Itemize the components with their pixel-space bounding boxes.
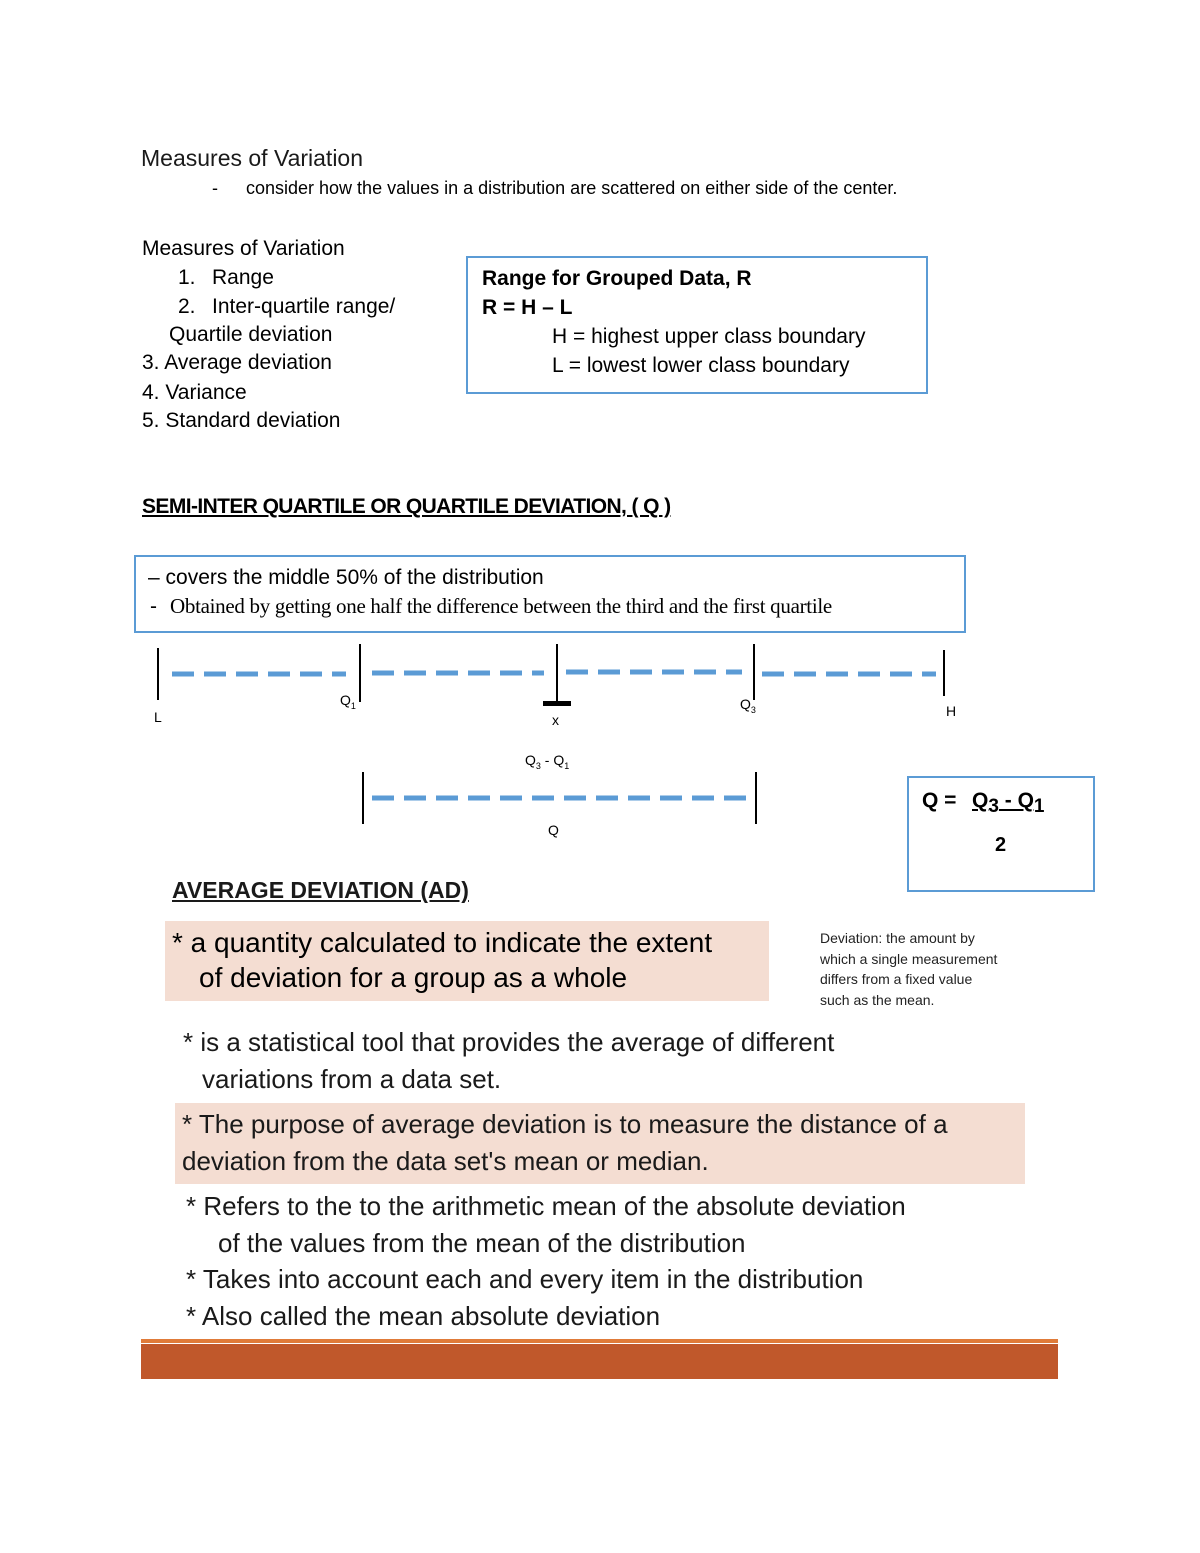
- measures-item-2-cont: Quartile deviation: [169, 323, 333, 346]
- ad-def2-line1: * is a statistical tool that provides the average of different: [183, 1027, 835, 1057]
- range-label-sub3: 3: [535, 760, 541, 771]
- subtitle-dash: -: [212, 178, 218, 198]
- page-title: Measures of Variation: [141, 145, 364, 171]
- ad-def6: * Also called the mean absolute deviation: [186, 1301, 661, 1331]
- mean-marker: [543, 701, 571, 706]
- measures-item-4: 4. Variance: [142, 381, 247, 404]
- measures-item-5: 5. Standard deviation: [142, 409, 341, 432]
- ad-note-line1: Deviation: the amount by: [820, 930, 975, 946]
- ad-note-line3: differs from a fixed value: [820, 971, 973, 987]
- formula-denominator: 2: [995, 834, 1007, 856]
- ad-def1-line1: * a quantity calculated to indicate the extent: [172, 927, 713, 958]
- ad-heading-text: AVERAGE DEVIATION (AD): [172, 877, 469, 903]
- ad-def3-line1: * The purpose of average deviation is to measure the distance of a: [182, 1109, 948, 1139]
- label-L: L: [154, 709, 162, 725]
- q-label: Q: [548, 822, 559, 838]
- range-box: [466, 256, 928, 394]
- quartile-heading: [142, 495, 670, 519]
- formula-num-sub1: 1: [1033, 796, 1045, 818]
- ad-def4-line2: of the values from the mean of the distribution: [218, 1228, 746, 1258]
- measures-item-1-num: 1.: [178, 266, 196, 289]
- range-box-h-def: H = highest upper class boundary: [552, 325, 866, 348]
- formula-num-sub3: 3: [988, 796, 999, 818]
- formula-num-q3: Q: [972, 789, 989, 812]
- formula-numerator: [972, 789, 1045, 818]
- ad-def1-line2: of deviation for a group as a whole: [199, 962, 628, 993]
- subtitle: consider how the values in a distribution are scattered on either side of the center.: [246, 178, 898, 198]
- ad-def4-line1: * Refers to the to the arithmetic mean of the absolute deviation: [186, 1191, 906, 1221]
- measures-item-2: Inter-quartile range/: [212, 295, 396, 318]
- range-label-mid: - Q: [540, 752, 565, 768]
- label-x: x: [552, 712, 559, 728]
- label-Q3-sub: 3: [750, 704, 756, 715]
- quartile-heading-text: SEMI-INTER QUARTILE OR QUARTILE DEVIATION, ( Q ): [142, 495, 671, 518]
- quartile-desc-line2: Obtained by getting one half the difference between the third and the first quartile: [170, 594, 832, 618]
- quartile-desc-box: [134, 555, 966, 633]
- quartile-desc-line1: – covers the middle 50% of the distribution: [148, 566, 544, 589]
- range-label-sub1: 1: [564, 760, 570, 771]
- ad-def3-line2: deviation from the data set's mean or median.: [182, 1146, 709, 1176]
- label-Q1-q: Q: [340, 692, 351, 708]
- formula-num-minus: - Q: [998, 789, 1034, 812]
- measures-heading: Measures of Variation: [142, 237, 345, 260]
- ad-note-line2: which a single measurement: [820, 950, 998, 967]
- label-Q3: [740, 696, 756, 715]
- range-label: [525, 752, 569, 771]
- label-Q3-q: Q: [740, 696, 751, 712]
- quartile-desc-dash: -: [150, 595, 157, 618]
- formula-lhs: Q =: [922, 789, 957, 812]
- ad-note: [820, 928, 997, 1010]
- ad-note-line4: such as the mean.: [820, 991, 935, 1008]
- measures-item-2-num: 2.: [178, 295, 196, 318]
- range-label-q3: Q: [525, 752, 536, 768]
- measures-item-3: 3. Average deviation: [142, 351, 332, 374]
- measures-item-1: Range: [212, 266, 274, 289]
- ad-heading: [172, 877, 469, 904]
- ad-def5: * Takes into account each and every item in the distribution: [186, 1264, 864, 1294]
- label-Q1-sub: 1: [350, 700, 356, 711]
- label-Q1: [340, 692, 356, 711]
- orange-bar-topline: [141, 1339, 1058, 1343]
- label-H: H: [946, 703, 957, 719]
- formula-box: [907, 776, 1095, 892]
- ad-def2-line2: variations from a data set.: [202, 1064, 502, 1094]
- range-box-formula: R = H – L: [482, 296, 573, 319]
- orange-bar: [141, 1344, 1058, 1379]
- range-box-l-def: L = lowest lower class boundary: [552, 354, 850, 377]
- range-box-title: Range for Grouped Data, R: [482, 267, 752, 290]
